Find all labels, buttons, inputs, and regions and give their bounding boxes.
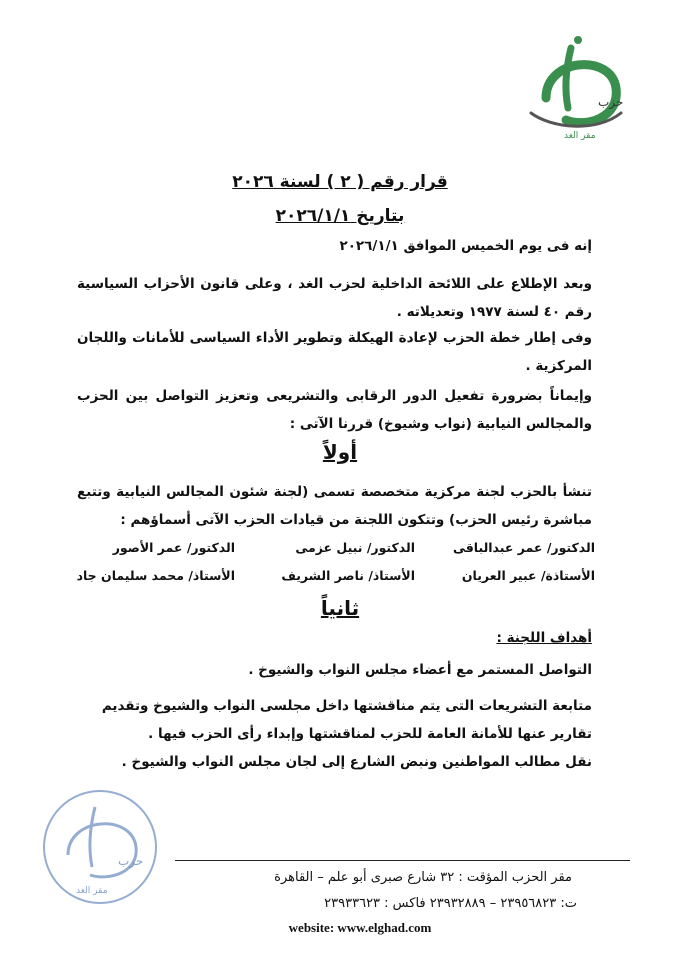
member-name: الأستاذ/ ناصر الشريف <box>281 568 415 583</box>
goal-item: متابعة التشريعات التى يتم مناقشتها داخل مجلسى النواب والشيوخ وتقديم تقارير عنها للأمانة العامة للحزب لمناقشتها وإبداء رأى الحزب فيها . <box>101 698 592 742</box>
logo-bottom-brand: حزب <box>118 854 144 868</box>
footer-website: website: www.elghad.com <box>288 920 432 935</box>
paragraph-4: وإيماناً بضرورة تفعيل الدور الرقابى والتشريعى وتعزيز التواصل بين الحزب والمجالس النيابية (نواب وشيوخ) قررنا الآتى : <box>77 388 592 432</box>
logo-top-brand: حزب <box>598 95 624 109</box>
paragraph-1: إنه فى يوم الخميس الموافق ٢٠٢٦/١/١ <box>339 238 592 254</box>
goals-label: أهداف اللجنة : <box>496 630 592 646</box>
member-name: الأستاذ/ محمد سليمان جاد <box>76 568 235 583</box>
paragraph-2: وبعد الإطلاع على اللائحة الداخلية لحزب الغد ، وعلى قانون الأحزاب السياسية رقم ٤٠ لسنة ١٩٧٧ وتعديلاته . <box>77 276 592 320</box>
member-name: الأستاذة/ عبير العريان <box>461 568 595 583</box>
goal-item: التواصل المستمر مع أعضاء مجلس النواب والشيوخ . <box>248 662 592 678</box>
footer-divider <box>175 860 630 861</box>
party-logo-top <box>516 28 636 148</box>
logo-top-sub: مقر الغد <box>564 131 596 141</box>
member-name: الدكتور/ عمر عبدالباقى <box>452 540 595 555</box>
footer-phones: ت: ٢٣٩٥٦٨٢٣ – ٢٣٩٣٢٨٨٩ فاكس : ٢٣٩٣٣٦٢٣ <box>324 896 577 911</box>
goal-item: نقل مطالب المواطنين ونبض الشارع إلى لجان مجلس النواب والشيوخ . <box>121 754 592 770</box>
first-section-text: تنشأ بالحزب لجنة مركزية متخصصة تسمى (لجنة شئون المجالس النيابية وتتبع مباشرة رئيس الحزب) وتتكون اللجنة من قيادات الحزب الآتى أسماؤهم : <box>77 484 592 528</box>
decision-date: بتاريخ ٢٠٢٦/١/١ <box>275 206 405 226</box>
decision-title: قرار رقم ( ٢ ) لسنة ٢٠٢٦ <box>232 172 448 192</box>
member-name: الدكتور/ عمر الأصور <box>112 540 235 555</box>
paragraph-3: وفى إطار خطة الحزب لإعادة الهيكلة وتطوير الأداء السياسى للأمانات واللجان المركزية . <box>77 330 592 374</box>
heading-first: أولاً <box>322 440 358 464</box>
footer-address: مقر الحزب المؤقت : ٣٢ شارع صبرى أبو علم – القاهرة <box>274 870 572 885</box>
logo-bottom-sub: مقر الغد <box>76 886 108 896</box>
member-name: الدكتور/ نبيل عزمى <box>295 540 415 555</box>
heading-second: ثانياً <box>320 596 360 620</box>
party-logo-bottom <box>40 785 160 915</box>
